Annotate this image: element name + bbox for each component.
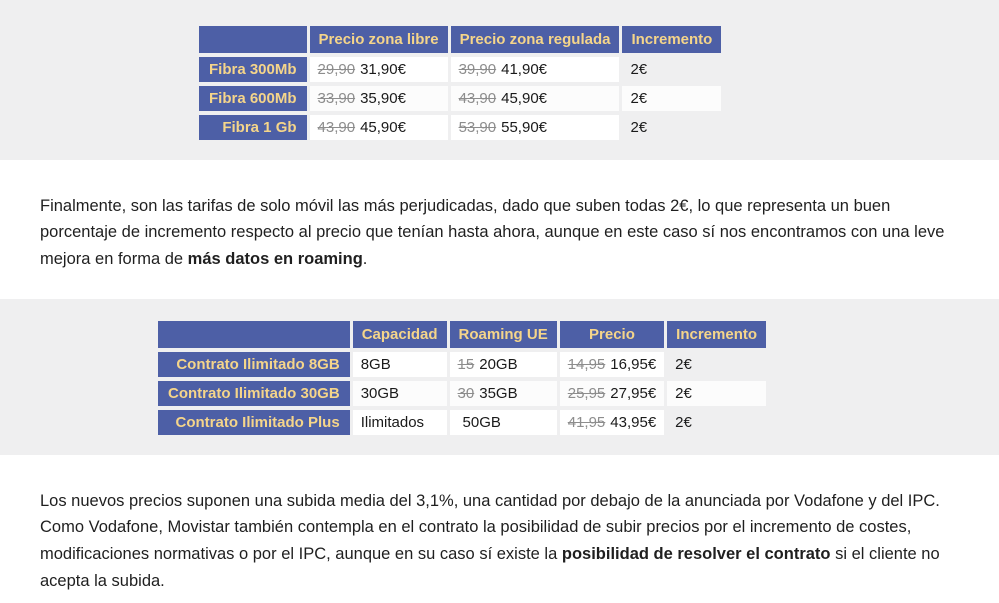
new-roaming: 50GB bbox=[462, 414, 501, 432]
new-price: 45,90€ bbox=[501, 90, 548, 107]
fibra-table-header bbox=[199, 26, 721, 53]
old-price: 43,90 bbox=[458, 90, 497, 107]
movil-header-capacidad: Capacidad bbox=[353, 321, 447, 348]
table-row bbox=[199, 115, 721, 140]
movil-cell-capacidad: 8GB bbox=[353, 352, 447, 377]
old-price: 43,90 bbox=[317, 119, 356, 136]
new-price: 16,95€ bbox=[610, 356, 657, 374]
old-roaming: 15 bbox=[457, 356, 475, 374]
movil-table-body bbox=[158, 352, 766, 435]
fibra-row-name: Fibra 1 Gb bbox=[199, 115, 307, 140]
movil-cell-precio bbox=[560, 381, 664, 406]
new-price: 31,90€ bbox=[360, 61, 406, 78]
old-price: 53,90 bbox=[458, 119, 497, 136]
table-header-row bbox=[158, 321, 766, 348]
new-roaming: 35GB bbox=[479, 385, 518, 403]
new-price: 45,90€ bbox=[360, 119, 406, 136]
table-header-row bbox=[199, 26, 721, 53]
old-price: 41,95 bbox=[567, 414, 606, 432]
movil-cell-incremento: 2€ bbox=[667, 381, 766, 406]
table-row bbox=[158, 352, 766, 377]
fibra-cell-incremento: 2€ bbox=[630, 119, 648, 136]
table-row bbox=[158, 381, 766, 406]
movil-row-name: Contrato Ilimitado 8GB bbox=[158, 352, 350, 377]
fibra-header-blank bbox=[199, 26, 307, 53]
paragraph-text-part1: Los nuevos precios suponen una subida media del 3,1%, una cantidad por debajo de la anunciada por Vodafone y del IPC. Como Vodafone, Movistar también contempla en el contrato la posibilidad de subir precios por el incremento de costes, modificaciones normativas o por el IPC, aunque en su caso sí existe la bbox=[40, 491, 940, 564]
fibra-cell-incremento: 2€ bbox=[630, 61, 648, 78]
old-price: 33,90 bbox=[317, 90, 356, 107]
movil-header-roaming-ue: Roaming UE bbox=[450, 321, 557, 348]
fibra-cell-incremento: 2€ bbox=[622, 86, 721, 111]
movil-price-table bbox=[155, 317, 769, 439]
paragraph-bold-resolver: posibilidad de resolver el contrato bbox=[561, 545, 831, 564]
new-price: 43,95€ bbox=[610, 414, 657, 432]
fibra-header-incremento: Incremento bbox=[622, 26, 721, 53]
movil-cell-capacidad: Ilimitados bbox=[353, 410, 447, 435]
fibra-price-table bbox=[196, 22, 724, 144]
new-price: 55,90€ bbox=[501, 119, 548, 136]
movil-header-incremento: Incremento bbox=[667, 321, 766, 348]
old-price: 29,90 bbox=[317, 61, 356, 78]
movil-cell-precio bbox=[560, 352, 664, 377]
movil-row-name: Contrato Ilimitado Plus bbox=[158, 410, 350, 435]
new-roaming: 20GB bbox=[479, 356, 518, 374]
old-roaming: 30 bbox=[457, 385, 475, 403]
movil-header-blank bbox=[158, 321, 350, 348]
paragraph-movil-intro bbox=[0, 177, 999, 283]
fibra-cell-precio-regulada bbox=[451, 57, 620, 82]
table-row bbox=[199, 86, 721, 111]
new-price: 35,90€ bbox=[360, 90, 406, 107]
old-price: 39,90 bbox=[458, 61, 497, 78]
movil-table-header bbox=[158, 321, 766, 348]
movil-cell-capacidad: 30GB bbox=[353, 381, 447, 406]
fibra-header-precio-zona-regulada: Precio zona regulada bbox=[451, 26, 620, 53]
paragraph-text-part2: si el cliente no acepta la subida. bbox=[40, 545, 940, 590]
movil-cell-roaming bbox=[450, 410, 557, 435]
table-row bbox=[199, 57, 721, 82]
fibra-table-section bbox=[0, 0, 999, 160]
fibra-cell-precio-libre bbox=[310, 86, 448, 111]
fibra-table-body bbox=[199, 57, 721, 140]
movil-table-section bbox=[0, 299, 999, 455]
fibra-cell-precio-regulada bbox=[451, 86, 620, 111]
old-price: 14,95 bbox=[567, 356, 606, 374]
movil-row-name: Contrato Ilimitado 30GB bbox=[158, 381, 350, 406]
paragraph-text-part2: . bbox=[362, 249, 368, 268]
fibra-row-name: Fibra 600Mb bbox=[199, 86, 307, 111]
paragraph-bold-roaming: más datos en roaming bbox=[187, 249, 363, 268]
paragraph-text-part1: Finalmente, son las tarifas de solo móvil las más perjudicadas, dado que suben todas 2€, lo que representa un buen porcentaje de incremento respecto al precio que tenían hasta ahora, aunque en este caso sí nos encontramos con una leve mejora en forma de bbox=[40, 196, 945, 268]
table-row bbox=[158, 410, 766, 435]
movil-header-precio: Precio bbox=[560, 321, 664, 348]
fibra-header-precio-zona-libre: Precio zona libre bbox=[310, 26, 448, 53]
old-price: 25,95 bbox=[567, 385, 606, 403]
new-price: 41,90€ bbox=[501, 61, 548, 78]
movil-cell-roaming bbox=[450, 381, 557, 406]
fibra-cell-precio-regulada bbox=[451, 115, 620, 140]
new-price: 27,95€ bbox=[610, 385, 657, 403]
fibra-cell-precio-libre bbox=[310, 115, 448, 140]
movil-cell-precio bbox=[560, 410, 664, 435]
fibra-row-name: Fibra 300Mb bbox=[199, 57, 307, 82]
paragraph-conclusion bbox=[0, 472, 999, 603]
movil-cell-incremento: 2€ bbox=[675, 414, 692, 432]
movil-cell-roaming bbox=[450, 352, 557, 377]
fibra-cell-precio-libre bbox=[310, 57, 448, 82]
movil-cell-incremento: 2€ bbox=[675, 356, 692, 374]
